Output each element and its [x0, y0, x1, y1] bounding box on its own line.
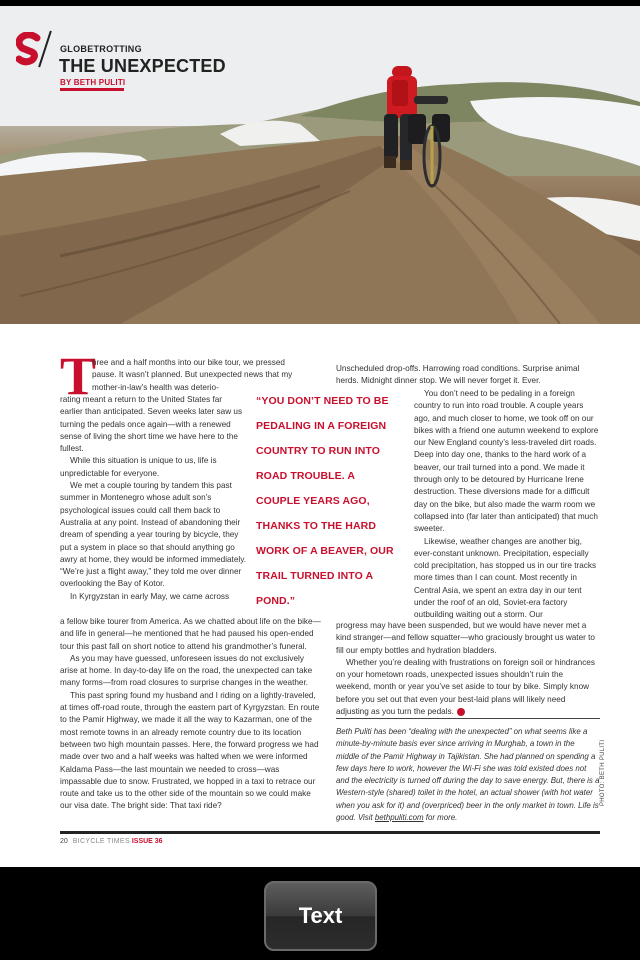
paragraph: In Kyrgyzstan in early May, we came across: [70, 591, 230, 601]
magazine-page[interactable]: [0, 6, 640, 867]
footer-rule: [60, 831, 600, 834]
column-2-narrow: [414, 388, 600, 622]
paragraph: Likewise, weather changes are another big, ever-constant unknown. Precipitation, especially cold precipitation, has stopped us in our tire tracks more times than I can count. Most recently in Central Asia, we spent an extra day in our tent under the roof of an old, Soviet-era factory outbuilding waiting out a storm. Our: [414, 536, 597, 620]
intro-line: mother-in-law’s health was deterio-: [92, 382, 219, 392]
byline: BY BETH PULITI: [60, 78, 126, 87]
column-1-narrow: [60, 394, 246, 603]
paragraph: You don’t need to be pedaling in a foreign country to run into road trouble. A couple years ago, and much closer to home, we took off on our bikes with a friend one autumn weekend to explore our New England county’s less-traveled dirt roads. Deep into day one, thanks to the hard work of a beaver, our trail turned into a pond. We made it through only to be detoured by Hurricane Irene destruction. These diversions made for a difficult day on the bike, but also made the warm room we collapsed into (far later than anticipated) that much sweeter.: [414, 389, 599, 534]
paragraph: a fellow bike tourer from America. As we chatted about life on the bike—and life in general—he mentioned that he had paused his open-ended tour this past fall on short notice to attend his grandmother’s funeral.: [60, 617, 321, 651]
page-number: 20: [60, 838, 68, 845]
end-mark-icon: [457, 708, 465, 716]
bottom-toolbar: [0, 867, 640, 960]
column-2-top: [336, 363, 600, 388]
magazine-name: BICYCLE TIMES: [72, 838, 130, 845]
article-title: THE UNEXPECTED: [59, 56, 226, 76]
drop-cap: T: [60, 346, 97, 406]
paragraph: This past spring found my husband and I riding on a lightly-traveled, at times off-road route, through the eastern part of Kyrgyzstan. En route to the Pamir Highway, we made it all the way to Kazarman, one of the most remote towns in an already remote country due to its location between two high mountain passes. Here, the forward progress we had made over two and a half weeks was halted when we were informed Kaldama Pass—the last mountain we needed to cross—was impassable due to snow. Frustrated, we hopped in a taxi to retrace our route and take us to the other side of the mountain so we could make our visa date. The bright side: That taxi ride?: [60, 690, 320, 811]
intro-line: hree and a half months into our bike tour, we pressed: [92, 358, 285, 367]
paragraph: While this situation is unique to us, life is unpredictable for everyone.: [60, 456, 217, 478]
pull-quote: “YOU DON’T NEED TO BE PEDALING IN A FOREIGN COUNTRY TO RUN INTO ROAD TROUBLE. A COUPLE YEARS AGO, THANKS TO THE HARD WORK OF A BEAVER, OUR TRAIL TURNED INTO A POND.”: [256, 395, 394, 607]
author-bio: [336, 726, 600, 824]
column-1-lower: [60, 616, 322, 813]
issue-number: ISSUE 36: [131, 838, 163, 845]
bio-tail: for more.: [423, 813, 458, 823]
column-2-lower: [336, 620, 600, 718]
photo-credit: PHOTO: BETH PULITI: [600, 739, 606, 806]
section-kicker: GLOBETROTTING: [60, 44, 142, 54]
paragraph: We met a couple touring by tandem this past summer in Montenegro whose adult son’s psychological issues could call them back to Australia at any point. Instead of abandoning their dream of spending a year touring by bicycle, they put a system in place so that should anything go awry at home, they would be informed immediately. “We’re just a flight away,” they told me over dinner overlooking the Bay of Kotor.: [60, 481, 246, 589]
paragraph: rating meant a return to the United States far earlier than anticipated. Seven weeks later saw us turning the pedals once again—with a renewed sense of living the short time we have here to the fullest.: [60, 395, 243, 454]
paragraph: [336, 657, 600, 718]
paragraph: Unscheduled drop-offs. Harrowing road conditions. Surprise animal herds. Midnight dinner stop. We will never forget it. Ever.: [336, 364, 580, 386]
bio-text: Beth Puliti has been “dealing with the unexpected” on what seems like a minute-by-minute basis ever since arriving in Murghab, a town in the middle of the Pamir Highway in Tajikistan. She had planned on spending a few days here to work, however the Wi-Fi she was told existed does not and the electricity is turned off during the day to save energy. But, there is a Western-style (shared) toilet in the hotel, an actual shower (with hot water when you ask for it) and (overpriced) beer in the only market in town. Life is good. Visit: [336, 727, 600, 823]
page-footer: [60, 838, 163, 845]
closing-text: Whether you’re dealing with frustrations on foreign soil or hindrances on your hometown roads, unexpected issues shouldn’t ruin the weekend, month or year you’ve set aside to tour by bike. Simply know before you set out that even your best-laid plans will likely need adjusting as you turn the pedals.: [336, 657, 595, 717]
title-underline: [60, 88, 124, 91]
magazine-s-logo: [16, 32, 42, 66]
paragraph: progress may have been suspended, but we would have never met a kind stranger—and fellow squatter—who graciously brought us water to fill our empty bottles and hydration bladders.: [336, 621, 595, 655]
paragraph: As you may have guessed, unforeseen issues do not exclusively arise at home. In day-to-day life on the road, the unexpected can take many forms—from road closures to surprise changes in the weather.: [60, 653, 313, 688]
author-website-link[interactable]: bethpuliti.com: [374, 813, 424, 823]
intro-line: pause. It wasn’t planned. But unexpected news that my: [92, 370, 293, 380]
bio-divider: [336, 718, 600, 719]
text-view-button[interactable]: Text: [264, 881, 377, 951]
